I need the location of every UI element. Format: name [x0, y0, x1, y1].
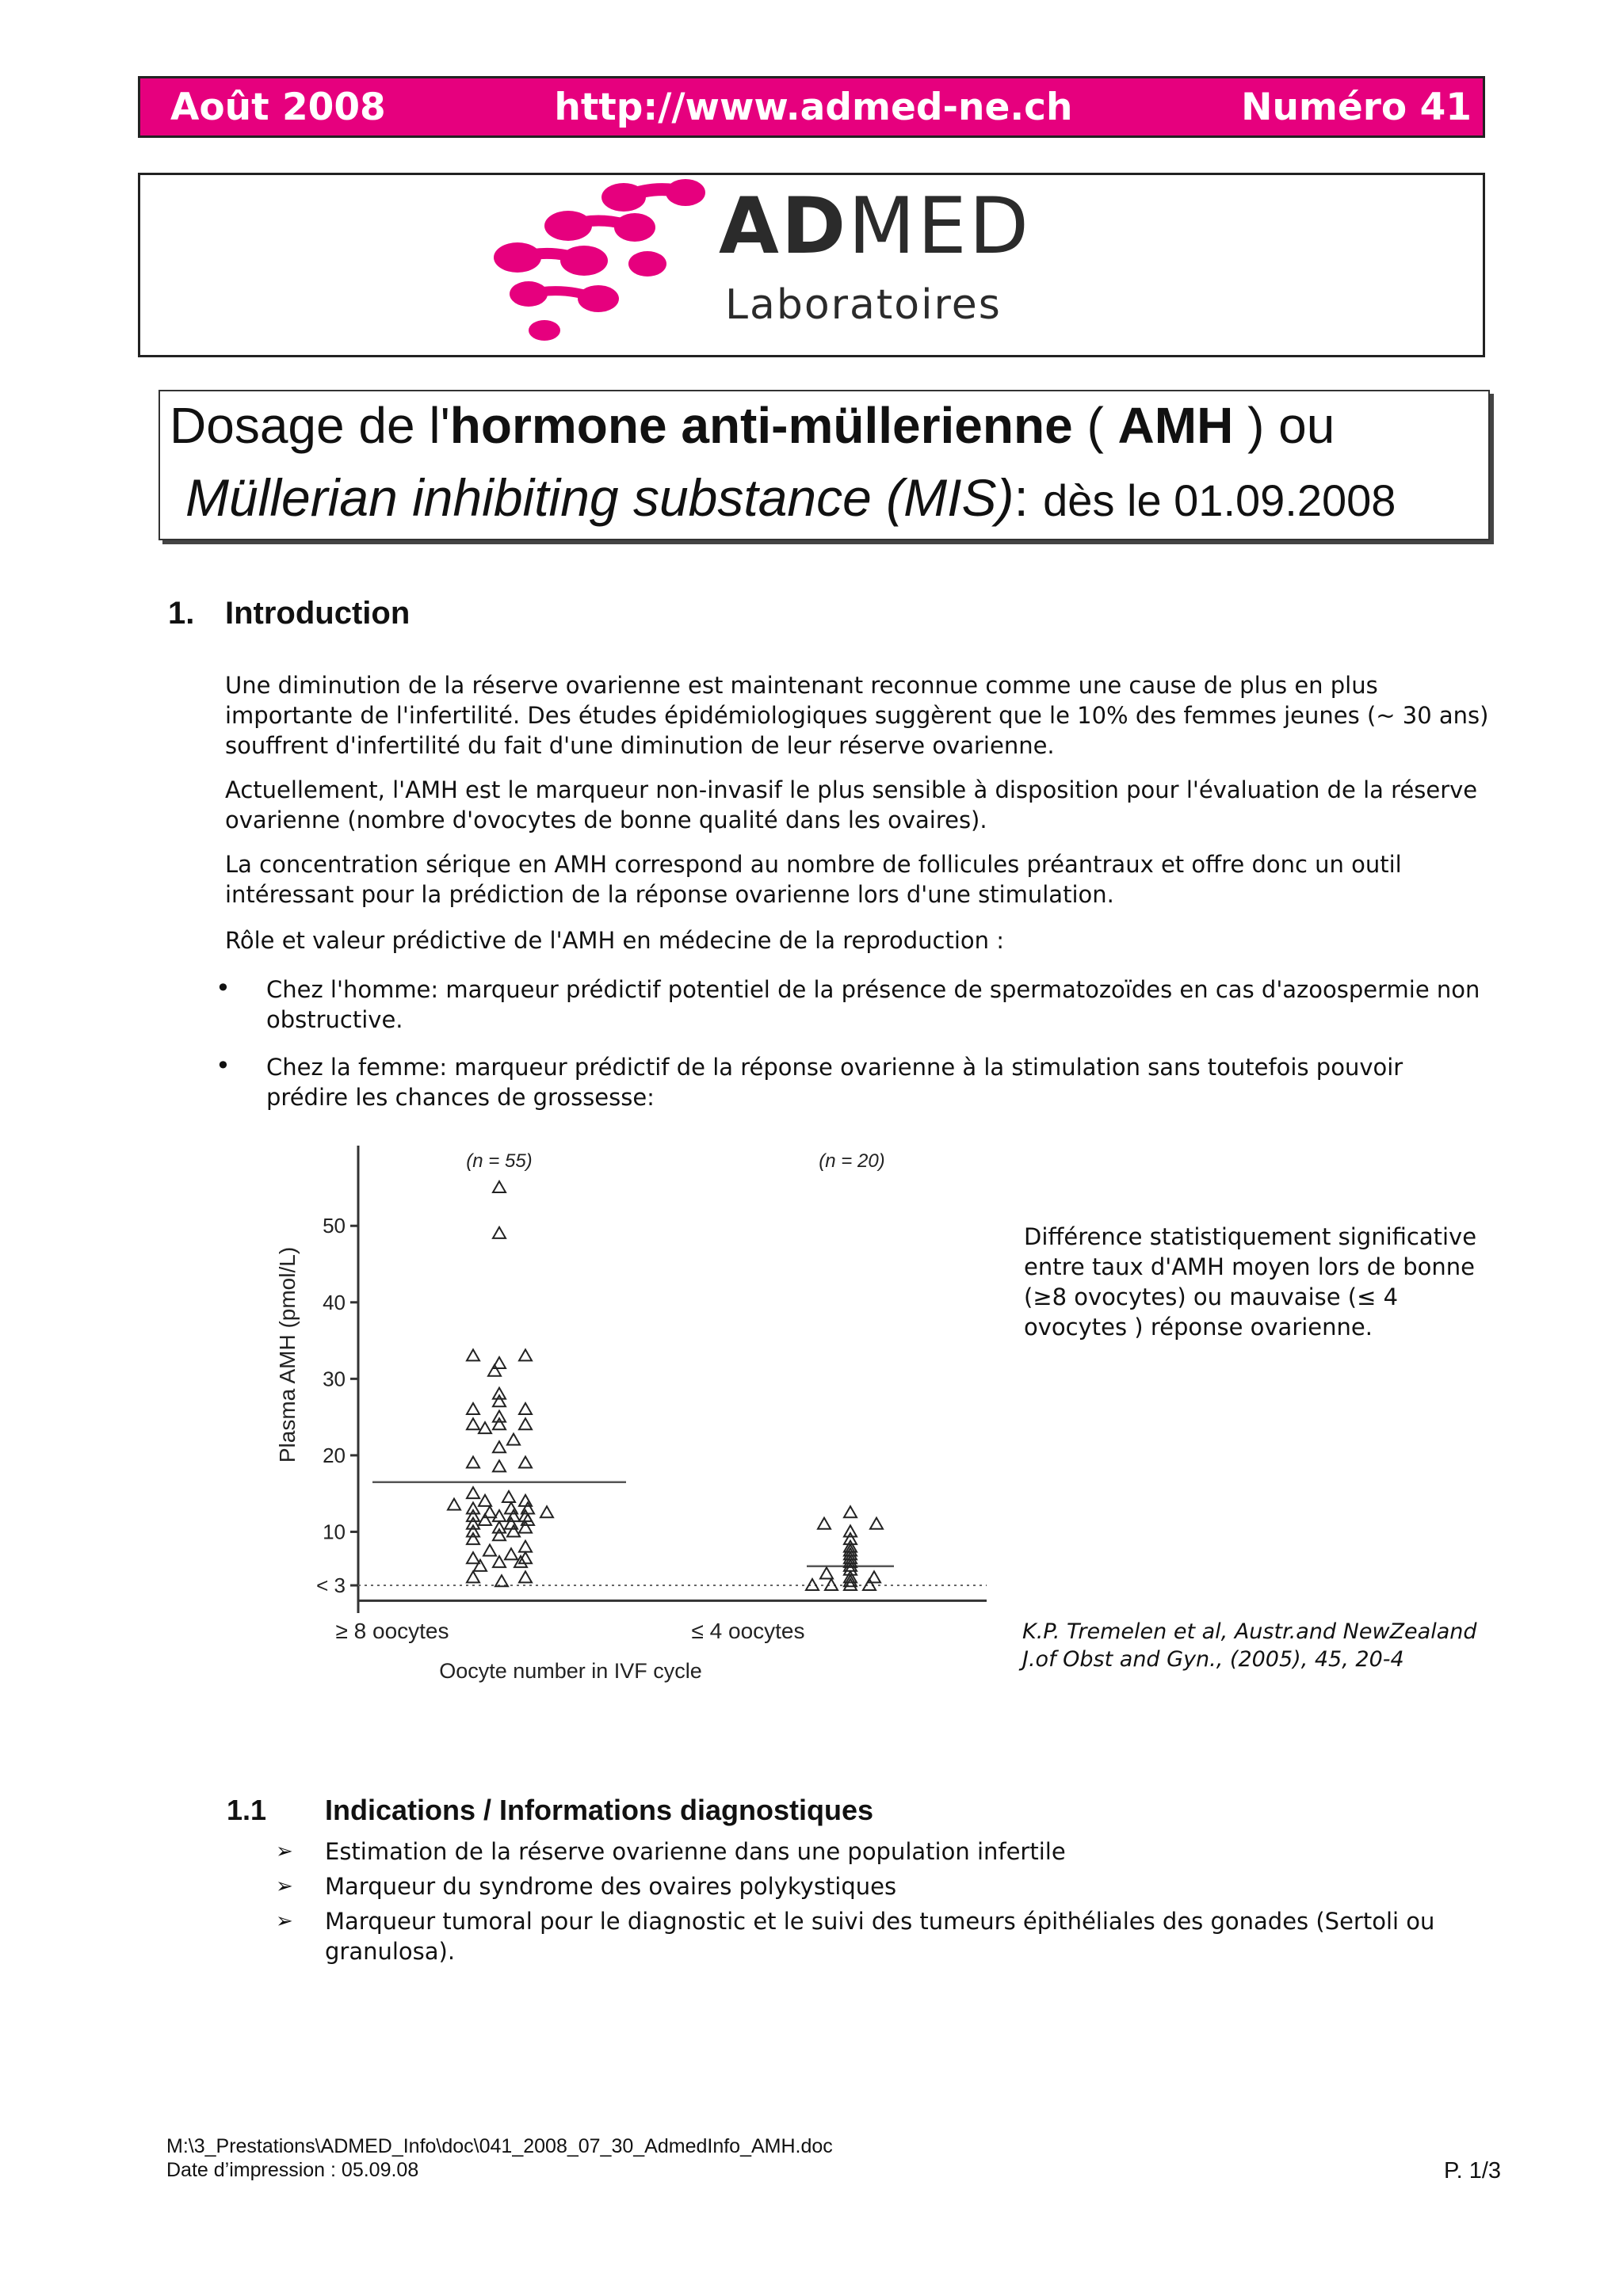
chart-citation: K.P. Tremelen et al, Austr.and NewZealand J.of Obst and Gyn., (2005), 45, 20-4 — [1022, 1619, 1477, 1672]
title-mis: Müllerian inhibiting substance (MIS) — [185, 468, 1014, 527]
arrow-icon: ➢ — [276, 1875, 293, 1898]
intro-heading: Introduction — [225, 596, 411, 631]
indications-heading: Indications / Informations diagnostiques — [325, 1794, 874, 1826]
amh-scatter-chart — [269, 1141, 999, 1695]
title-line-1 — [170, 396, 1335, 455]
chart-x-axis-label: Oocyte number in IVF cycle — [439, 1659, 702, 1683]
issue-number: Numéro 41 — [1241, 85, 1472, 129]
title-amh: AMH — [1117, 397, 1234, 454]
chart-caption: Différence statistiquement significative entre taux d'AMH moyen lors de bonne (≥8 ovocytes) ou mauvaise (≤ 4 ovocytes ) réponse ovarienne. — [1024, 1223, 1477, 1341]
intro-number: 1. — [168, 596, 195, 631]
title-box — [158, 390, 1490, 540]
chart-y-tick-label: 40 — [323, 1290, 346, 1314]
footer-page-number: P. 1/3 — [1444, 2158, 1502, 2183]
title-prefix: Dosage de l' — [170, 397, 450, 454]
title-colon: : — [1014, 468, 1044, 527]
footer-print-date: Date d’impression : 05.09.08 — [166, 2159, 419, 2181]
chart-category-label-1: ≥ 8 oocytes — [335, 1619, 449, 1643]
chart-y-tick-label: 20 — [323, 1443, 346, 1467]
bullet-men: Chez l'homme: marqueur prédictif potentiel de la présence de spermatozoïdes en cas d'azoospermie non obstructive. — [266, 976, 1480, 1033]
issue-date: Août 2008 — [170, 85, 386, 129]
footer-file-info — [166, 2134, 833, 2182]
intro-paragraph-1: Une diminution de la réserve ovarienne est maintenant reconnue comme une cause de plus en plus importante de l'infertilité. Des études épidémiologiques suggèrent que le 10% des femmes jeunes (~ 30 ans) souffrent d'infertilité du fait d'une diminution de leur réserve ovarienne. — [225, 672, 1489, 759]
indication-item-1: Estimation de la réserve ovarienne dans une population infertile — [325, 1838, 1066, 1865]
logo-med: MED — [848, 181, 1032, 272]
bullet-dot-1: • — [216, 973, 231, 1003]
title-paren-open: ( — [1072, 397, 1118, 454]
admed-logo-icon — [481, 175, 711, 357]
logo-dots — [494, 179, 705, 341]
logo-ad: AD — [719, 181, 849, 272]
chart-n-label-1: (n = 55) — [466, 1150, 533, 1172]
website-link[interactable]: http://www.admed-ne.ch — [554, 85, 1073, 129]
chart-y-tick-label: 10 — [323, 1520, 346, 1544]
intro-paragraph-4: Rôle et valeur prédictive de l'AMH en médecine de la reproduction : — [225, 927, 1005, 954]
chart-category-label-2: ≤ 4 oocytes — [691, 1619, 805, 1643]
footer-file-path: M:\3_Prestations\ADMED_Info\doc\041_2008_07_30_AdmedInfo_AMH.doc — [166, 2135, 833, 2157]
intro-paragraph-3: La concentration sérique en AMH correspond au nombre de follicules préantraux et offre donc un outil intéressant pour la prédiction de la réponse ovarienne lors d'une stimulation. — [225, 851, 1402, 908]
title-date: dès le 01.09.2008 — [1043, 475, 1396, 525]
indications-number: 1.1 — [227, 1794, 267, 1826]
title-hormone: hormone anti-müllerienne — [449, 397, 1073, 454]
chart-y-tick-label: 30 — [323, 1367, 346, 1391]
chart-y-tick-label: 50 — [323, 1214, 346, 1238]
chart-y-tick-label: < 3 — [316, 1573, 346, 1598]
header-banner — [138, 76, 1485, 138]
bullet-dot-2: • — [216, 1051, 231, 1081]
chart-y-axis-label: Plasma AMH (pmol/L) — [275, 1246, 300, 1463]
logo-subtitle: Laboratoires — [725, 281, 1002, 329]
indication-item-2: Marqueur du syndrome des ovaires polykystiques — [325, 1873, 897, 1900]
logo-box — [138, 173, 1485, 357]
title-suffix: ) ou — [1233, 397, 1335, 454]
logo-wordmark — [719, 181, 1032, 272]
arrow-icon: ➢ — [276, 1840, 293, 1863]
intro-paragraph-2: Actuellement, l'AMH est le marqueur non-invasif le plus sensible à disposition pour l'évaluation de la réserve ovarienne (nombre d'ovocytes de bonne qualité dans les ovaires). — [225, 776, 1478, 833]
indication-item-3: Marqueur tumoral pour le diagnostic et le suivi des tumeurs épithéliales des gonades (Sertoli ou granulosa). — [325, 1908, 1435, 1965]
title-line-2 — [185, 467, 1396, 528]
bullet-women: Chez la femme: marqueur prédictif de la réponse ovarienne à la stimulation sans toutefois pouvoir prédire les chances de grossesse: — [266, 1054, 1403, 1111]
arrow-icon: ➢ — [276, 1909, 293, 1933]
chart-n-label-2: (n = 20) — [819, 1150, 885, 1172]
